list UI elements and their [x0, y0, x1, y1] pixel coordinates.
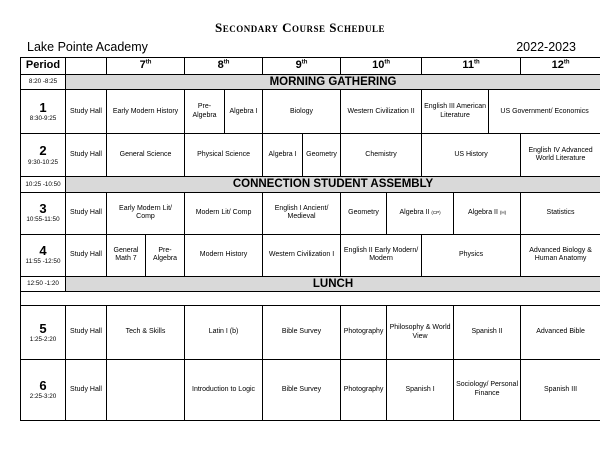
grade-11-header: 11th	[422, 58, 521, 75]
course-cell: Philosophy & World View	[387, 306, 454, 360]
course-cell: Spanish II	[454, 306, 521, 360]
gathering-row	[21, 75, 600, 90]
course-cell: Advanced Biology & Human Anatomy	[521, 234, 600, 276]
course-cell: Modern Lit/ Comp	[185, 192, 263, 234]
course-cell: Spanish III	[521, 360, 600, 421]
period-2-row	[21, 134, 600, 177]
course-cell: Modern History	[185, 234, 263, 276]
course-cell: Physics	[422, 234, 521, 276]
course-cell: US History	[422, 134, 521, 177]
header-row	[21, 58, 600, 75]
course-cell: Early Modern History	[107, 90, 185, 134]
course-cell: Study Hall	[66, 234, 107, 276]
period-header: Period	[21, 58, 66, 75]
gathering-time: 8:20 -8:25	[21, 75, 66, 90]
assembly-row	[21, 177, 600, 192]
blank-row	[21, 292, 600, 306]
course-cell: General Math 7	[107, 234, 146, 276]
course-cell: English III American Literature	[422, 90, 489, 134]
course-cell: Bible Survey	[263, 306, 341, 360]
period-4-cell: 4 11:55 -12:50	[21, 234, 66, 276]
blank-header	[66, 58, 107, 75]
assembly-label: CONNECTION STUDENT ASSEMBLY	[66, 177, 600, 192]
course-cell: Physical Science	[185, 134, 263, 177]
course-cell: Algebra II (CP)	[387, 192, 454, 234]
course-cell: Geometry	[341, 192, 387, 234]
schedule-table	[20, 57, 600, 421]
course-cell: Introduction to Logic	[185, 360, 263, 421]
school-year: 2022-2023	[516, 40, 576, 54]
course-cell: Advanced Bible	[521, 306, 600, 360]
grade-8-header: 8th	[185, 58, 263, 75]
course-cell: Study Hall	[66, 134, 107, 177]
course-cell: Pre-Algebra	[185, 90, 225, 134]
course-cell: Tech & Skills	[107, 306, 185, 360]
lunch-row	[21, 276, 600, 291]
grade-7-header: 7th	[107, 58, 185, 75]
course-cell: Study Hall	[66, 90, 107, 134]
period-1-row	[21, 90, 600, 134]
course-cell: Study Hall	[66, 192, 107, 234]
lunch-label: LUNCH	[66, 276, 600, 291]
course-cell: Statistics	[521, 192, 600, 234]
course-cell: Western Civilization II	[341, 90, 422, 134]
blank-cell	[21, 292, 600, 306]
period-4-row	[21, 234, 600, 276]
period-6-row	[21, 360, 600, 421]
course-cell: Spanish I	[387, 360, 454, 421]
course-cell: Study Hall	[66, 360, 107, 421]
course-cell: English II Early Modern/ Modern	[341, 234, 422, 276]
course-cell: English I Ancient/ Medieval	[263, 192, 341, 234]
course-cell: Early Modern Lit/ Comp	[107, 192, 185, 234]
course-cell: Biology	[263, 90, 341, 134]
course-cell: Western Civilization I	[263, 234, 341, 276]
course-cell: Algebra II (H)	[454, 192, 521, 234]
course-cell: Latin I (b)	[185, 306, 263, 360]
course-cell: Pre-Algebra	[146, 234, 185, 276]
course-cell	[107, 360, 185, 421]
course-cell: Photography	[341, 306, 387, 360]
grade-10-header: 10th	[341, 58, 422, 75]
period-5-cell: 5 1:25-2:20	[21, 306, 66, 360]
lunch-time: 12:50 -1:20	[21, 276, 66, 291]
assembly-time: 10:25 -10:50	[21, 177, 66, 192]
course-cell: Algebra I	[263, 134, 303, 177]
page-title: Secondary Course Schedule	[214, 20, 386, 35]
course-cell: Study Hall	[66, 306, 107, 360]
period-3-row	[21, 192, 600, 234]
course-cell: Geometry	[303, 134, 341, 177]
grade-9-header: 9th	[263, 58, 341, 75]
course-cell: Chemistry	[341, 134, 422, 177]
course-cell: Sociology/ Personal Finance	[454, 360, 521, 421]
course-cell: Algebra I	[225, 90, 263, 134]
course-cell: English IV Advanced World Literature	[521, 134, 600, 177]
period-3-cell: 3 10:55-11:50	[21, 192, 66, 234]
school-name: Lake Pointe Academy	[27, 40, 148, 54]
gathering-label: MORNING GATHERING	[66, 75, 600, 90]
grade-12-header: 12th	[521, 58, 600, 75]
course-cell: General Science	[107, 134, 185, 177]
period-1-cell: 1 8:30-9:25	[21, 90, 66, 134]
course-cell: Bible Survey	[263, 360, 341, 421]
period-5-row	[21, 306, 600, 360]
course-cell: US Government/ Economics	[489, 90, 600, 134]
course-cell: Photography	[341, 360, 387, 421]
period-2-cell: 2 9:30-10:25	[21, 134, 66, 177]
period-6-cell: 6 2:25-3:20	[21, 360, 66, 421]
